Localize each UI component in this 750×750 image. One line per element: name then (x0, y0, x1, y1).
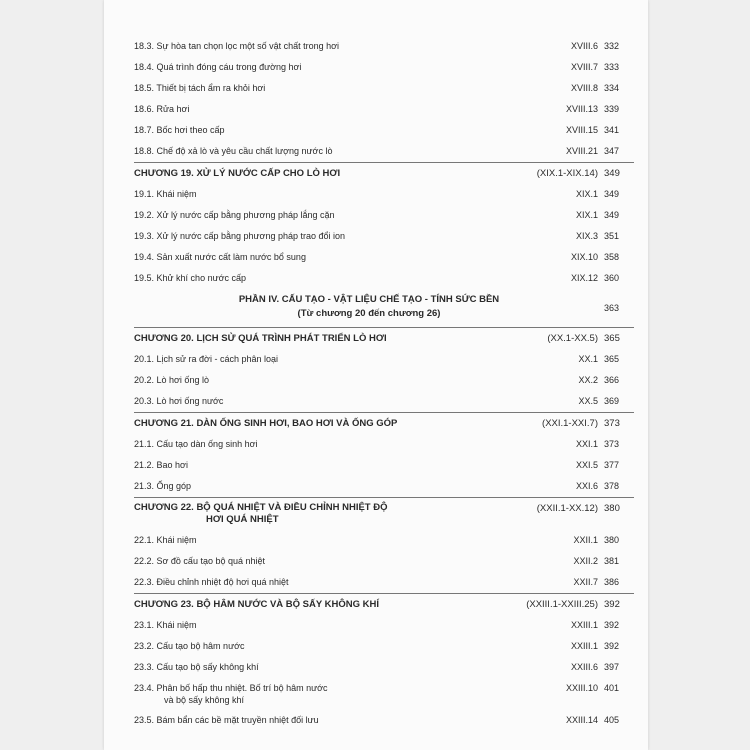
chapter-heading: CHƯƠNG 20. LỊCH SỬ QUÁ TRÌNH PHÁT TRIỂN LÒ HƠI (XX.1-XX.5) 365 (134, 327, 634, 349)
toc-entry: 18.4. Quá trình đóng cáu trong đường hơi XVIII.7 333 (134, 62, 620, 72)
toc-entry: 21.3. Ống góp XXI.6 378 (134, 481, 620, 491)
chapter-heading: CHƯƠNG 23. BỘ HÂM NƯỚC VÀ BỘ SẤY KHÔNG KHÍ (XXIII.1-XXIII.25) 392 (134, 593, 634, 615)
toc-entry: 22.3. Điều chỉnh nhiệt độ hơi quá nhiệt XXII.7 386 (134, 577, 620, 587)
toc-entry: 21.2. Bao hơi XXI.5 377 (134, 460, 620, 470)
table-of-contents (134, 36, 634, 731)
toc-entry: 23.1. Khái niệm XXIII.1 392 (134, 620, 620, 630)
toc-entry: 23.2. Cấu tạo bộ hâm nước XXIII.1 392 (134, 641, 620, 651)
chapter-heading: CHƯƠNG 21. DÀN ỐNG SINH HƠI, BAO HƠI VÀ ỐNG GÓP (XXI.1-XXI.7) 373 (134, 412, 634, 434)
toc-entry: 18.7. Bốc hơi theo cấp XVIII.15 341 (134, 125, 620, 135)
chapter-heading: CHƯƠNG 22. BỘ QUÁ NHIỆT VÀ ĐIỀU CHỈNH NHIỆT ĐỘ HƠI QUÁ NHIỆT (XXII.1-XX.12) 380 (134, 497, 634, 530)
toc-entry: 19.2. Xử lý nước cấp bằng phương pháp lắng cặn XIX.1 349 (134, 210, 620, 220)
toc-entry: 20.2. Lò hơi ống lò XX.2 366 (134, 375, 620, 385)
chapter-heading: CHƯƠNG 19. XỬ LÝ NƯỚC CẤP CHO LÒ HƠI (XIX.1-XIX.14) 349 (134, 162, 634, 184)
toc-entry: 18.6. Rửa hơi XVIII.13 339 (134, 104, 620, 114)
toc-entry: 19.1. Khái niệm XIX.1 349 (134, 189, 620, 199)
toc-entry: 19.5. Khử khí cho nước cấp XIX.12 360 (134, 273, 620, 283)
toc-entry: 22.1. Khái niệm XXII.1 380 (134, 535, 620, 545)
toc-entry: 20.1. Lịch sử ra đời - cách phân loại XX.1 365 (134, 354, 620, 364)
toc-entry: 19.3. Xử lý nước cấp bằng phương pháp trao đổi ion XIX.3 351 (134, 231, 620, 241)
toc-entry: 23.4. Phân bố hấp thu nhiệt. Bố trí bộ hâm nước và bộ sấy không khí XXIII.10 401 (134, 683, 620, 705)
toc-entry: 18.3. Sự hòa tan chọn lọc một số vật chất trong hơi XVIII.6 332 (134, 41, 620, 51)
toc-entry: 20.3. Lò hơi ống nước XX.5 369 (134, 396, 620, 406)
toc-entry: 23.5. Bám bẩn các bề mặt truyền nhiệt đối lưu XXIII.14 405 (134, 715, 620, 725)
part-heading: PHẦN IV. CẤU TẠO - VẬT LIỆU CHẾ TẠO - TÍNH SỨC BỀN (Từ chương 20 đến chương 26) 363 (238, 294, 620, 319)
toc-entry: 22.2. Sơ đồ cấu tạo bộ quá nhiệt XXII.2 381 (134, 556, 620, 566)
toc-entry: 18.8. Chế độ xả lò và yêu cầu chất lượng nước lò XVIII.21 347 (134, 146, 620, 156)
toc-entry: 21.1. Cấu tạo dàn ống sinh hơi XXI.1 373 (134, 439, 620, 449)
toc-entry: 23.3. Cấu tạo bộ sấy không khí XXIII.6 397 (134, 662, 620, 672)
toc-entry: 18.5. Thiết bị tách ẩm ra khỏi hơi XVIII.8 334 (134, 83, 620, 93)
toc-entry: 19.4. Sản xuất nước cất làm nước bổ sung XIX.10 358 (134, 252, 620, 262)
